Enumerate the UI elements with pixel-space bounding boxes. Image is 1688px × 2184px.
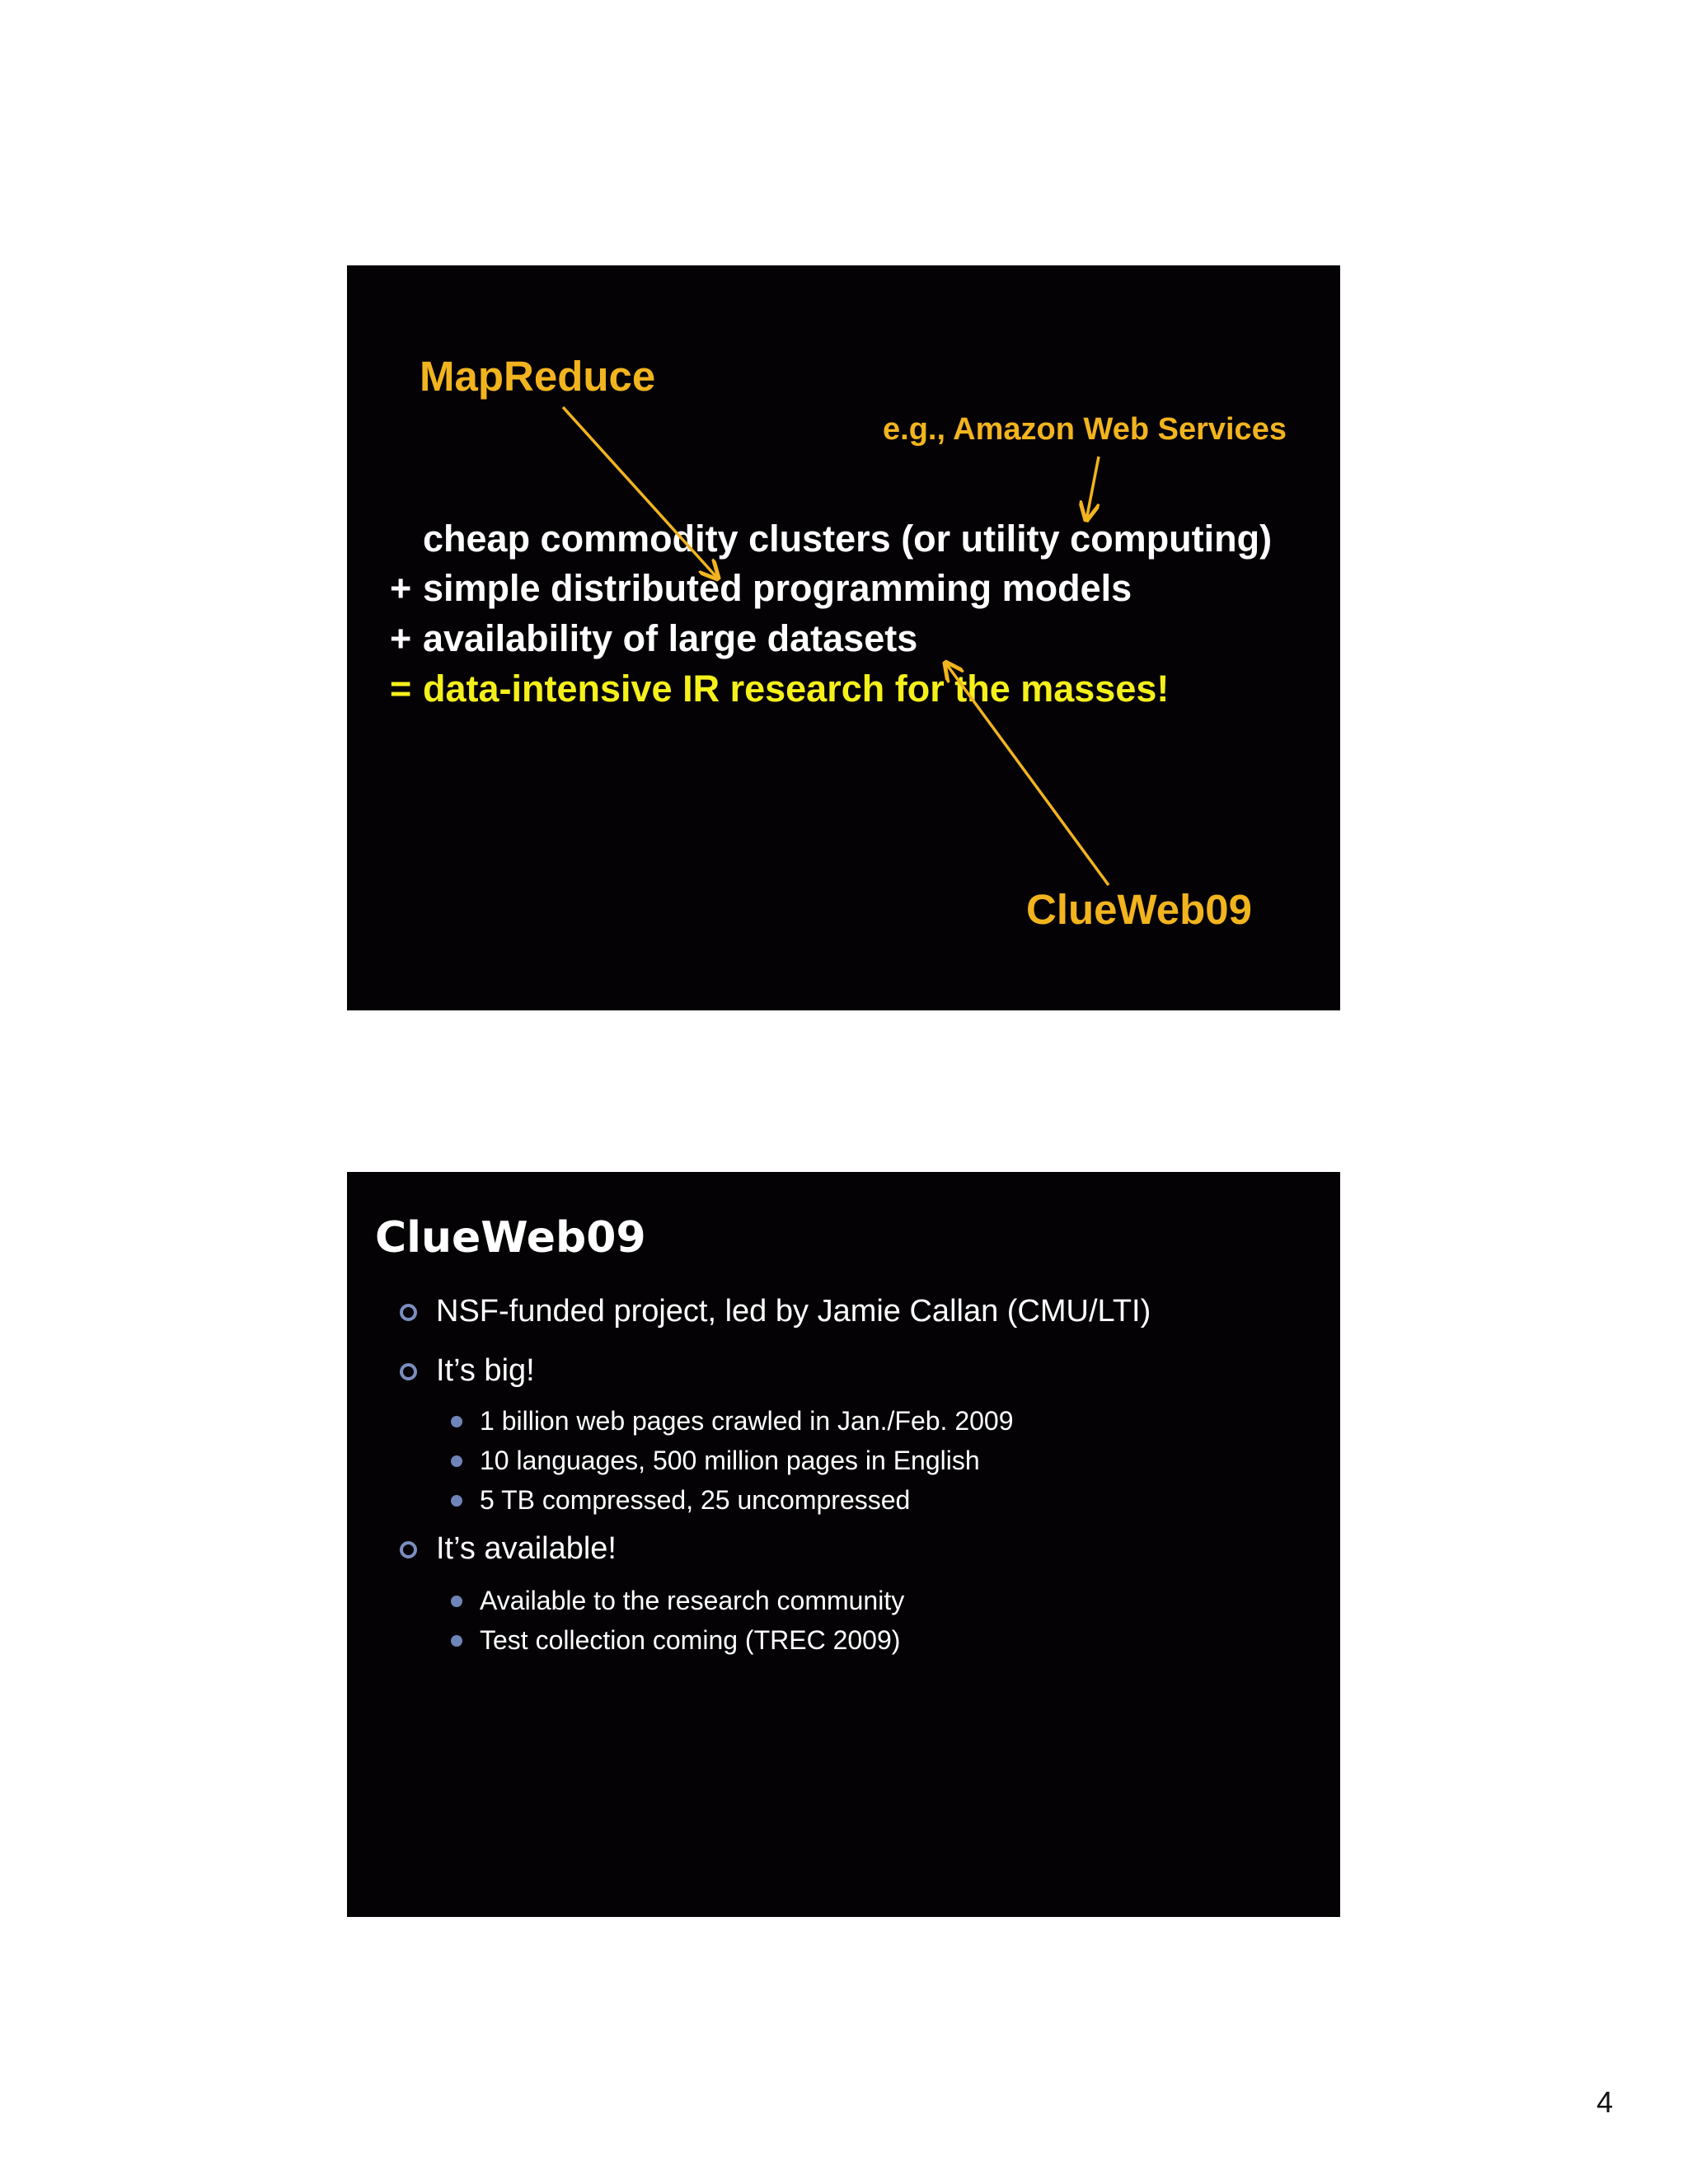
sub-bullet-text: 5 TB compressed, 25 uncompressed [480,1485,911,1515]
bullet-item [436,1353,535,1389]
slide-clueweb09 [347,1172,1340,1917]
equation-operator: = [390,668,412,710]
page-number: 4 [1597,2085,1614,2119]
equation-text: simple distributed programming models [423,567,1132,609]
sub-bullet-item [480,1485,910,1516]
slide-title: ClueWeb09 [375,1213,646,1263]
equation-text: data-intensive IR research for the masses! [423,668,1170,710]
bullet-text: NSF-funded project, led by Jamie Callan (CMU/LTI) [436,1294,1151,1329]
dot-bullet-icon [451,1455,462,1467]
dot-bullet-icon [451,1416,462,1427]
bullet-list [347,1172,1340,1917]
sub-bullet-text: Test collection coming (TREC 2009) [480,1625,901,1655]
sub-bullet-text: 10 languages, 500 million pages in English [480,1446,980,1475]
annotation-arrows [347,265,1340,1010]
slide-equation [347,265,1340,1010]
annotation-mapreduce: MapReduce [420,353,656,400]
ring-bullet-icon [400,1363,417,1380]
dot-bullet-icon [451,1495,462,1507]
sub-bullet-text: Available to the research community [480,1586,905,1615]
annotation-clueweb: ClueWeb09 [1026,886,1252,933]
sub-bullet-item [480,1446,980,1476]
arrow-clueweb [945,663,1109,885]
annotation-aws: e.g., Amazon Web Services [883,412,1287,447]
sub-bullet-item [480,1586,904,1616]
arrow-aws [1086,457,1099,520]
bullet-text: It’s big! [436,1353,535,1388]
equation-operator: + [390,567,412,609]
ring-bullet-icon [400,1541,417,1558]
bullet-item [436,1531,617,1567]
equation-text: availability of large datasets [423,617,918,659]
arrow-mapreduce [563,407,718,579]
sub-bullet-text: 1 billion web pages crawled in Jan./Feb. 2009 [480,1406,1014,1436]
equation-operator: + [390,617,412,659]
sub-bullet-item [480,1406,1014,1436]
dot-bullet-icon [451,1635,462,1647]
ring-bullet-icon [400,1304,417,1321]
equation-text: cheap commodity clusters (or utility computing) [423,518,1273,560]
sub-bullet-item [480,1625,900,1656]
bullet-item [436,1294,1151,1329]
dot-bullet-icon [451,1596,462,1607]
bullet-text: It’s available! [436,1531,617,1566]
